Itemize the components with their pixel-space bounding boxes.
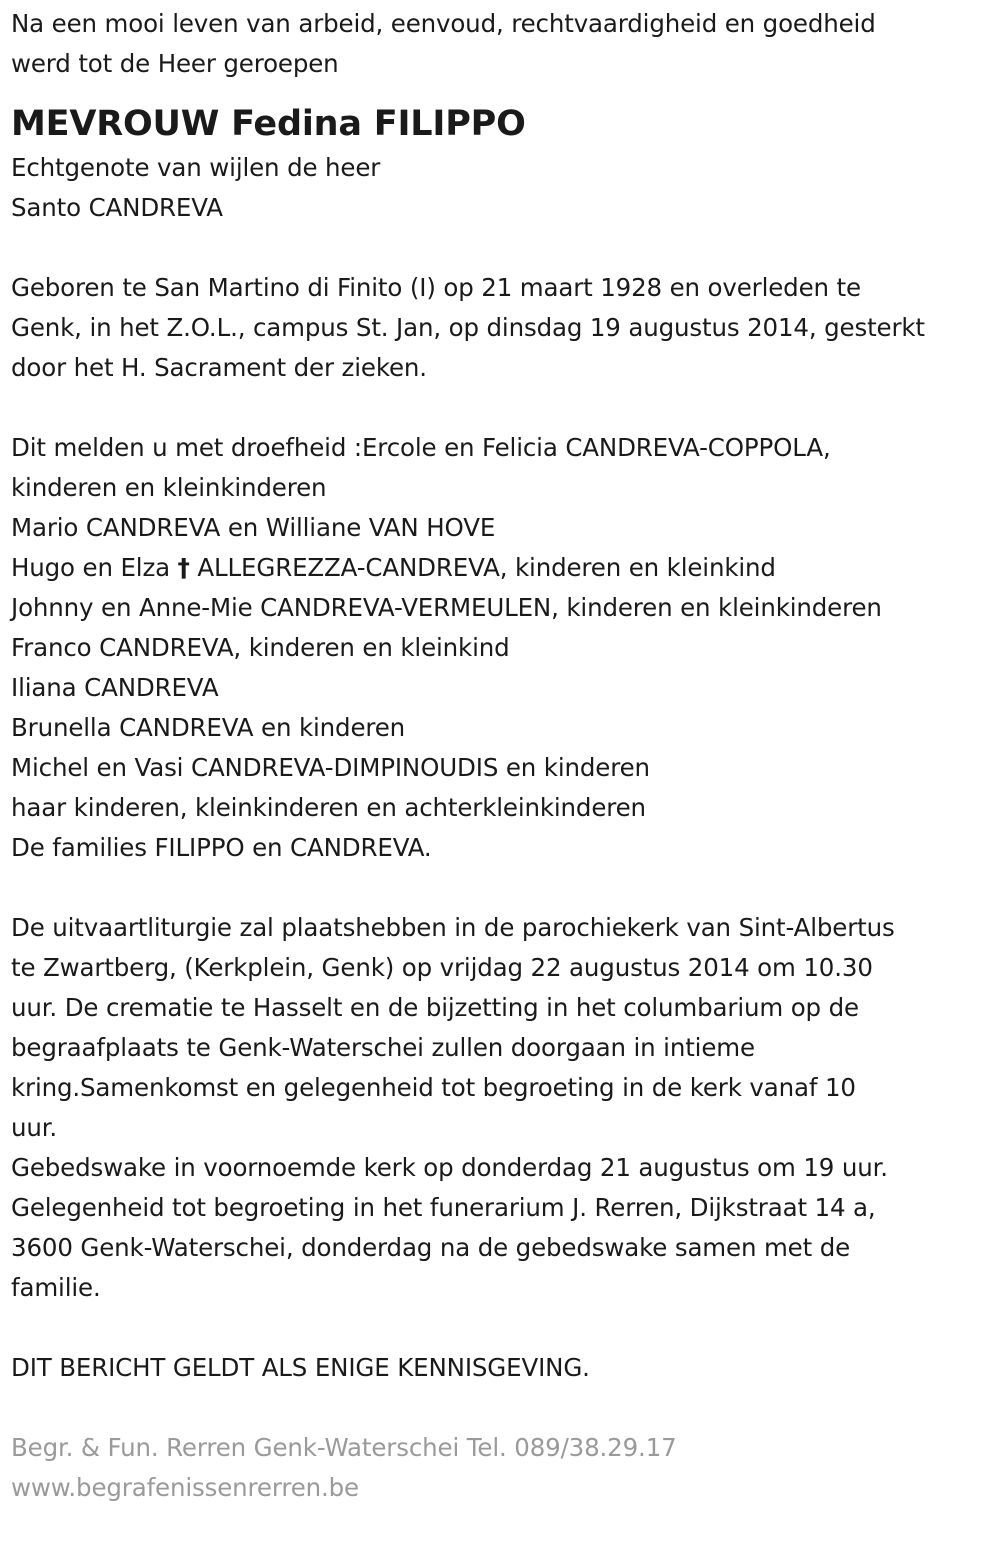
mourner-line: kinderen en kleinkinderen	[11, 473, 327, 502]
funeral-line: te Zwartberg, (Kerkplein, Genk) op vrijdag 22 augustus 2014 om 10.30	[11, 953, 873, 982]
spacer	[11, 1308, 996, 1348]
funeral-line: begraafplaats te Genk-Waterschei zullen doorgaan in intieme	[11, 1033, 755, 1062]
birth-death-line: Genk, in het Z.O.L., campus St. Jan, op dinsdag 19 augustus 2014, gesterkt	[11, 313, 925, 342]
mourner-line: De families FILIPPO en CANDREVA.	[11, 833, 432, 862]
mourner-line-with-cross	[11, 548, 996, 588]
spacer	[11, 868, 996, 908]
mourner-line: Dit melden u met droefheid :Ercole en Felicia CANDREVA-COPPOLA,	[11, 433, 831, 462]
funeral-line: kring.Samenkomst en gelegenheid tot begroeting in de kerk vanaf 10	[11, 1073, 856, 1102]
mourners-section	[11, 428, 996, 868]
funeral-line: Gebedswake in voornoemde kerk op donderdag 21 augustus om 19 uur.	[11, 1153, 888, 1182]
mourner-line: Iliana CANDREVA	[11, 673, 219, 702]
notice-statement: DIT BERICHT GELDT ALS ENIGE KENNISGEVING.	[11, 1353, 590, 1382]
birth-death-section	[11, 268, 996, 388]
deceased-name: MEVROUW Fedina FILIPPO	[11, 104, 526, 144]
intro-line: werd tot de Heer geroepen	[11, 49, 339, 78]
mourner-line: Brunella CANDREVA en kinderen	[11, 713, 406, 742]
cross-icon: †	[177, 553, 190, 582]
mourner-line: Johnny en Anne-Mie CANDREVA-VERMEULEN, kinderen en kleinkinderen	[11, 593, 882, 622]
funeral-line: uur. De crematie te Hasselt en de bijzetting in het columbarium op de	[11, 993, 859, 1022]
spacer	[11, 1388, 996, 1428]
mourner-line: haar kinderen, kleinkinderen en achterkleinkinderen	[11, 793, 646, 822]
funeral-line: uur.	[11, 1113, 58, 1142]
funeral-line: 3600 Genk-Waterschei, donderdag na de gebedswake samen met de	[11, 1233, 851, 1262]
funeral-section	[11, 908, 996, 1308]
intro-section	[11, 4, 996, 84]
birth-death-line: door het H. Sacrament der zieken.	[11, 353, 427, 382]
footer	[11, 1428, 996, 1508]
obituary-notice	[11, 4, 996, 1508]
mourner-line: Franco CANDREVA, kinderen en kleinkind	[11, 633, 510, 662]
funeral-home-website[interactable]: www.begrafenissenrerren.be	[11, 1473, 359, 1502]
mourner-line: Mario CANDREVA en Williane VAN HOVE	[11, 513, 496, 542]
mourner-line: Michel en Vasi CANDREVA-DIMPINOUDIS en kinderen	[11, 753, 650, 782]
spouse-line: Santo CANDREVA	[11, 193, 223, 222]
funeral-home-contact: Begr. & Fun. Rerren Genk-Waterschei Tel. 089/38.29.17	[11, 1433, 677, 1462]
mourner-names-before-cross: Hugo en Elza	[11, 553, 171, 582]
intro-line: Na een mooi leven van arbeid, eenvoud, rechtvaardigheid en goedheid	[11, 9, 876, 38]
funeral-line: familie.	[11, 1273, 101, 1302]
funeral-line: Gelegenheid tot begroeting in het funerarium J. Rerren, Dijkstraat 14 a,	[11, 1193, 876, 1222]
funeral-line: De uitvaartliturgie zal plaatshebben in de parochiekerk van Sint-Albertus	[11, 913, 895, 942]
spouse-line: Echtgenote van wijlen de heer	[11, 153, 381, 182]
birth-death-line: Geboren te San Martino di Finito (I) op 21 maart 1928 en overleden te	[11, 273, 861, 302]
spacer	[11, 388, 996, 428]
spacer	[11, 228, 996, 268]
mourner-names-after-cross: ALLEGREZZA-CANDREVA, kinderen en kleinkind	[197, 553, 776, 582]
spouse-section	[11, 148, 996, 228]
